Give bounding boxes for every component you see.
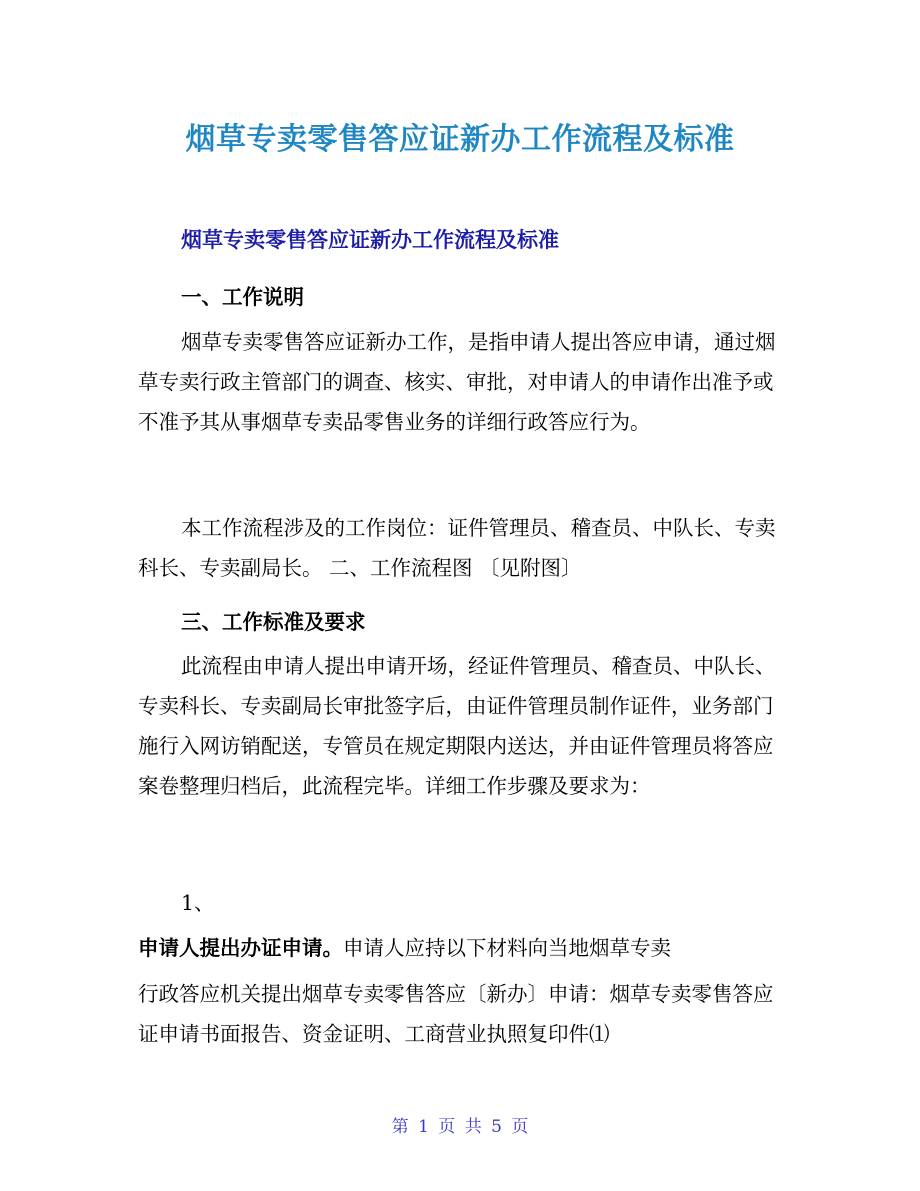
step-1-title: 申请人提出办证申请。 [138,936,343,960]
page-number-footer: 第 1 页 共 5 页 [391,1117,529,1137]
paragraph-job-positions: 本工作流程涉及的工作岗位：证件管理员、稽查员、中队长、专卖科长、专卖副局长。 二、工作流程图 〔见附图〕 [138,516,776,580]
paragraph-work-description: 烟草专卖零售答应证新办工作，是指申请人提出答应申请，通过烟草专卖行政主管部门的调查、核实、审批，对申请人的申请作出准予或不准予其从事烟草专卖品零售业务的详细行政答应行为。 [138,330,776,434]
document-title: 烟草专卖零售答应证新办工作流程及标准 [185,122,735,157]
step-1-line [138,928,788,968]
step-1-number: 1、 [181,891,215,915]
paragraph-process: 此流程由申请人提出申请开场，经证件管理员、稽查员、中队长、专卖科长、专卖副局长审批签字后，由证件管理员制作证件，业务部门施行入网访销配送，专管员在规定期限内送达，并由证件管理员将答应案卷整理归档后，此流程完毕。详细工作步骤及要求为： [138,654,776,798]
step-1-text: 申请人应持以下材料向当地烟草专卖 [343,936,671,960]
section-subtitle: 烟草专卖零售答应证新办工作流程及标准 [181,228,559,252]
heading-standards: 三、工作标准及要求 [181,610,366,634]
heading-work-description: 一、工作说明 [181,285,304,309]
step-1-continuation: 行政答应机关提出烟草专卖零售答应〔新办〕申请：烟草专卖零售答应证申请书面报告、资金证明、工商营业执照复印件⑴ [138,982,774,1046]
